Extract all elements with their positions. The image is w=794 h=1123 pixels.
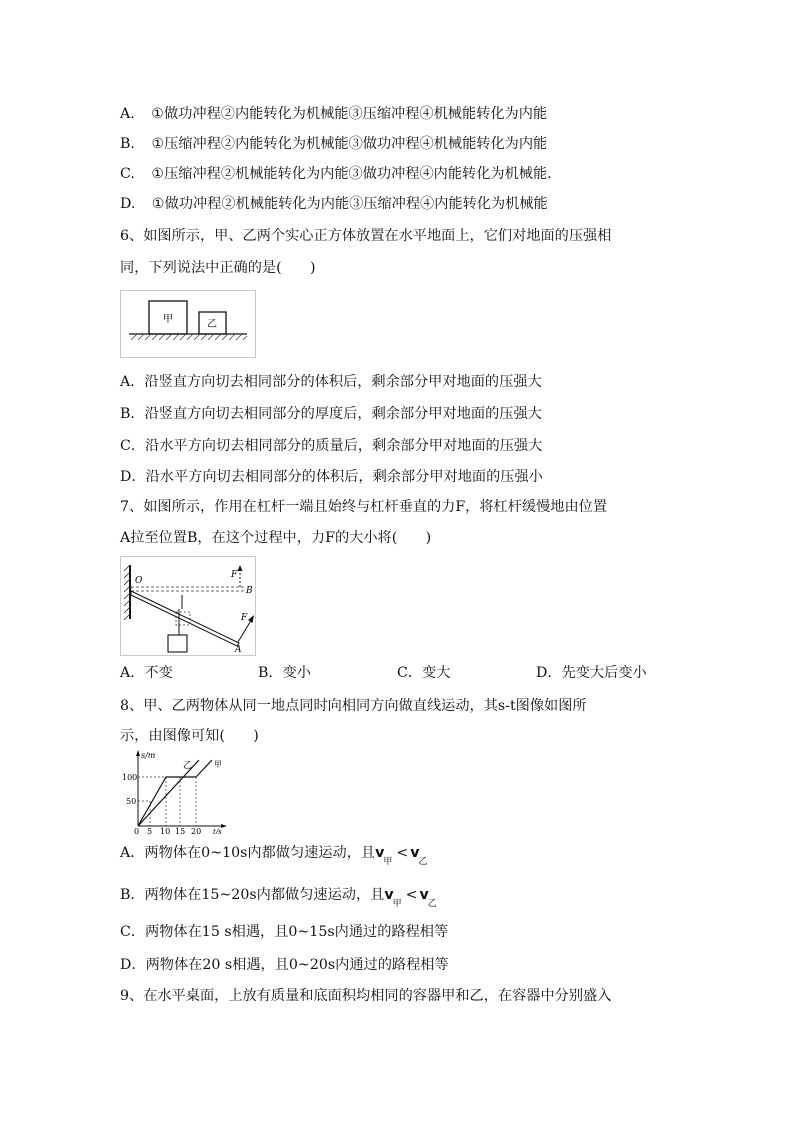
velocity-symbol: v — [410, 845, 420, 861]
less-than: < — [396, 845, 409, 861]
weight-box — [168, 635, 187, 652]
option-text: ①做功冲程②内能转化为机械能③压缩冲程④机械能转化为内能 — [151, 106, 548, 122]
option-label: A. — [120, 106, 135, 122]
q7-option-d: D．先变大后变小 — [536, 665, 647, 681]
q7-option-c: C．变大 — [397, 665, 451, 681]
q8-option-d: D．两物体在20 s相遇，且0~20s内通过的路程相等 — [120, 957, 449, 973]
subscript-jia: 甲 — [383, 857, 393, 867]
x-tick-10: 10 — [160, 827, 171, 834]
q7-figure — [120, 556, 256, 656]
x-axis-label: t/s — [213, 828, 222, 834]
option-text: ①压缩冲程②内能转化为机械能③做功冲程④机械能转化为内能 — [151, 136, 548, 152]
option-text: ①做功冲程②机械能转化为内能③压缩冲程④内能转化为机械能 — [151, 196, 548, 212]
y-axis-arrow — [136, 750, 140, 756]
q8-option-a — [120, 843, 428, 865]
y-tick-100: 100 — [122, 773, 138, 782]
guide-lines — [138, 777, 196, 826]
block-yi-label: 乙 — [207, 319, 217, 330]
q8-option-b — [120, 885, 437, 907]
q5-option-d — [120, 194, 548, 214]
force-arrow-top-head — [238, 565, 243, 571]
q8-st-graph — [120, 748, 228, 834]
line-jia-tail — [196, 760, 212, 777]
q6-stem-line2: 同，下列说法中正确的是( ) — [120, 260, 316, 276]
q6-option-b: B．沿竖直方向切去相同部分的厚度后，剩余部分甲对地面的压强大 — [120, 406, 542, 422]
q7-option-b: B．变小 — [258, 665, 311, 681]
q8-stem-line1: 8、甲、乙两物体从同一地点同时向相同方向做直线运动，其s-t图像如图所 — [120, 698, 587, 714]
option-text: B．两物体在15~20s内都做匀速运动，且 — [120, 887, 385, 903]
label-yi: 乙 — [183, 761, 193, 771]
q6-option-d: D．沿水平方向切去相同部分的体积后，剩余部分甲对地面的压强小 — [120, 469, 543, 485]
option-label: D. — [120, 196, 136, 212]
option-text: ①压缩冲程②机械能转化为内能③做功冲程④内能转化为机械能. — [151, 166, 552, 182]
label-f-bottom: F — [241, 613, 248, 623]
ground-hatch — [131, 334, 247, 340]
force-arrow-bottom-head — [248, 615, 254, 623]
q5-option-b — [120, 134, 547, 154]
velocity-symbol: v — [375, 845, 385, 861]
q5-option-c — [120, 164, 552, 184]
q8-option-c: C．两物体在15 s相遇，且0~15s内通过的路程相等 — [120, 924, 449, 940]
option-label: B. — [120, 136, 135, 152]
option-label: C. — [120, 166, 135, 182]
line-jia — [138, 777, 196, 826]
x-tick-0: 0 — [134, 827, 140, 834]
option-text: A．两物体在0~10s内都做匀速运动，且 — [120, 845, 376, 861]
x-tick-20: 20 — [191, 827, 202, 834]
q7-stem-line2: A拉至位置B，在这个过程中，力F的大小将( ) — [120, 530, 432, 546]
subscript-jia: 甲 — [392, 899, 402, 909]
label-f-top: F — [231, 570, 238, 580]
q7-stem-line1: 7、如图所示，作用在杠杆一端且始终与杠杆垂直的力F，将杠杆缓慢地由位置 — [120, 499, 608, 515]
y-axis-label: s/m — [141, 751, 156, 760]
velocity-symbol: v — [419, 887, 429, 903]
lever-position-b — [131, 587, 243, 591]
label-o: O — [135, 576, 143, 586]
subscript-yi: 乙 — [418, 857, 428, 867]
block-jia-label: 甲 — [163, 314, 173, 325]
velocity-symbol: v — [384, 887, 394, 903]
q7-option-a: A．不变 — [120, 665, 173, 681]
x-tick-15: 15 — [175, 827, 186, 834]
x-axis-arrow — [221, 824, 227, 828]
q9-stem-line1: 9、在水平桌面，上放有质量和底面积均相同的容器甲和乙，在容器中分别盛入 — [120, 988, 612, 1004]
q8-stem-line2: 示，由图像可知( ) — [120, 728, 259, 744]
x-tick-5: 5 — [147, 827, 153, 834]
q6-figure — [120, 290, 256, 358]
q5-option-a — [120, 104, 547, 124]
label-jia: 甲 — [214, 760, 222, 769]
q6-option-a: A．沿竖直方向切去相同部分的体积后，剩余部分甲对地面的压强大 — [120, 374, 542, 390]
q6-option-c: C．沿水平方向切去相同部分的质量后，剩余部分甲对地面的压强大 — [120, 438, 543, 454]
label-b: B — [246, 586, 253, 596]
subscript-yi: 乙 — [427, 899, 437, 909]
less-than: < — [405, 887, 418, 903]
q6-stem-line1: 6、如图所示，甲、乙两个实心正方体放置在水平地面上，它们对地面的压强相 — [120, 228, 612, 244]
label-a: A — [235, 645, 242, 655]
y-tick-50: 50 — [126, 797, 137, 806]
